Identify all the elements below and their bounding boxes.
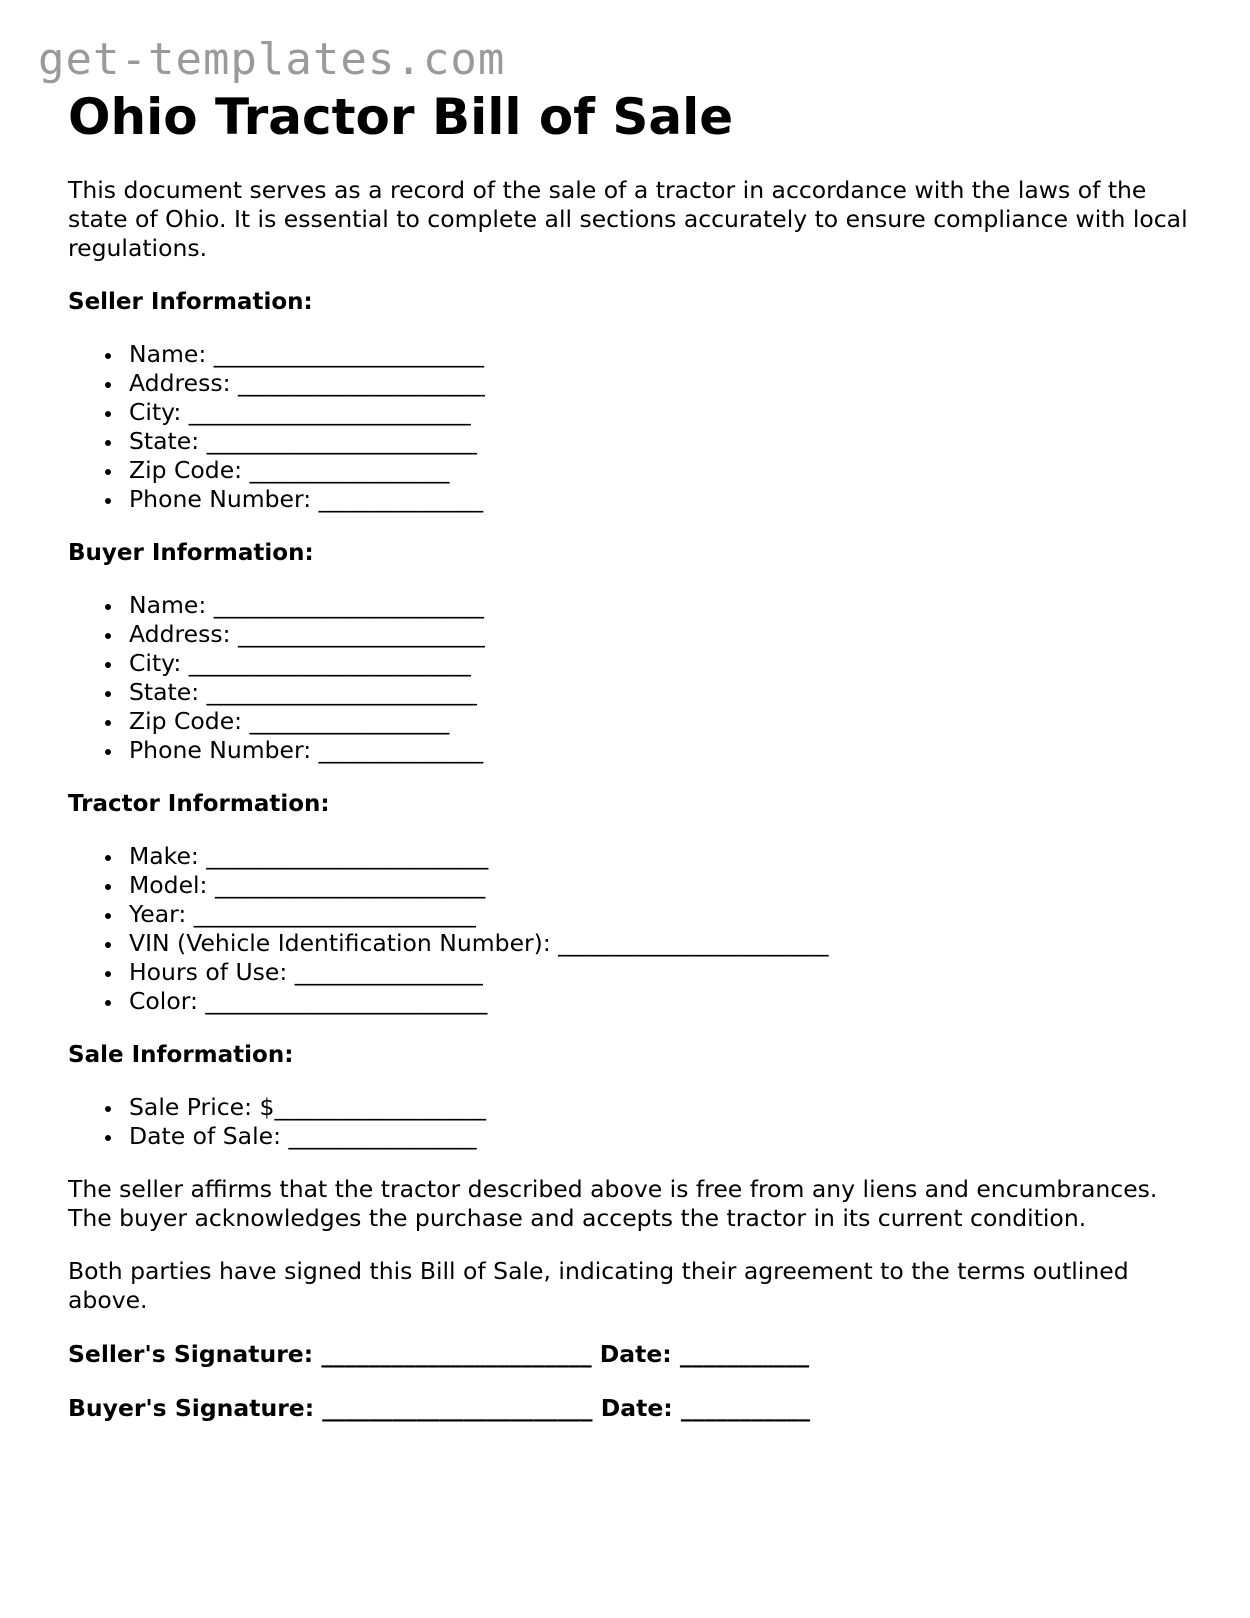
tractor-section-heading: Tractor Information: xyxy=(68,791,330,817)
tractor-field-list xyxy=(68,842,1188,1016)
seller-signature-line xyxy=(68,1340,1188,1369)
tractor-make-field[interactable]: Make: ________________________ xyxy=(129,842,1188,871)
buyer-name-field[interactable]: Name: _______________________ xyxy=(129,591,1188,620)
affirmation-paragraph: The seller affirms that the tractor described above is free from any liens and encumbrances. The buyer acknowledges the purchase and accepts the tractor in its current condition. xyxy=(68,1175,1158,1232)
seller-state-field[interactable]: State: _______________________ xyxy=(129,427,1188,456)
buyer-state-field[interactable]: State: _______________________ xyxy=(129,678,1188,707)
watermark-text: get-templates.com xyxy=(38,34,506,85)
tractor-model-field[interactable]: Model: _______________________ xyxy=(129,871,1188,900)
tractor-vin-field[interactable]: VIN (Vehicle Identification Number): _______________________ xyxy=(129,929,1188,958)
buyer-signature-field[interactable]: Buyer's Signature: _______________________ xyxy=(68,1394,593,1422)
seller-name-field[interactable]: Name: _______________________ xyxy=(129,340,1188,369)
sale-section-heading: Sale Information: xyxy=(68,1042,294,1068)
seller-signature-field[interactable]: Seller's Signature: _______________________ xyxy=(68,1340,592,1368)
buyer-signature-line xyxy=(68,1394,1188,1423)
seller-signature-date-field[interactable]: Date: ___________ xyxy=(599,1340,810,1368)
buyer-zip-field[interactable]: Zip Code: _________________ xyxy=(129,707,1188,736)
seller-section-heading: Seller Information: xyxy=(68,289,313,315)
intro-paragraph: This document serves as a record of the sale of a tractor in accordance with the laws of the state of Ohio. It is essential to complete all sections accurately to ensure compliance with local regulations. xyxy=(68,176,1188,262)
seller-zip-field[interactable]: Zip Code: _________________ xyxy=(129,456,1188,485)
agreement-paragraph: Both parties have signed this Bill of Sale, indicating their agreement to the terms outlined above. xyxy=(68,1257,1129,1314)
seller-field-list xyxy=(68,340,1188,514)
seller-city-field[interactable]: City: ________________________ xyxy=(129,398,1188,427)
document-title: Ohio Tractor Bill of Sale xyxy=(68,88,734,146)
tractor-hours-field[interactable]: Hours of Use: ________________ xyxy=(129,958,1188,987)
buyer-address-field[interactable]: Address: _____________________ xyxy=(129,620,1188,649)
sale-price-field[interactable]: Sale Price: $__________________ xyxy=(129,1093,1188,1122)
buyer-phone-field[interactable]: Phone Number: ______________ xyxy=(129,736,1188,765)
buyer-field-list xyxy=(68,591,1188,765)
sale-date-field[interactable]: Date of Sale: ________________ xyxy=(129,1122,1188,1151)
tractor-color-field[interactable]: Color: ________________________ xyxy=(129,987,1188,1016)
sale-field-list xyxy=(68,1093,1188,1151)
buyer-section-heading: Buyer Information: xyxy=(68,540,314,566)
buyer-city-field[interactable]: City: ________________________ xyxy=(129,649,1188,678)
document-body xyxy=(68,86,1188,1423)
tractor-year-field[interactable]: Year: ________________________ xyxy=(129,900,1188,929)
buyer-signature-date-field[interactable]: Date: ___________ xyxy=(600,1394,811,1422)
seller-address-field[interactable]: Address: _____________________ xyxy=(129,369,1188,398)
seller-phone-field[interactable]: Phone Number: ______________ xyxy=(129,485,1188,514)
